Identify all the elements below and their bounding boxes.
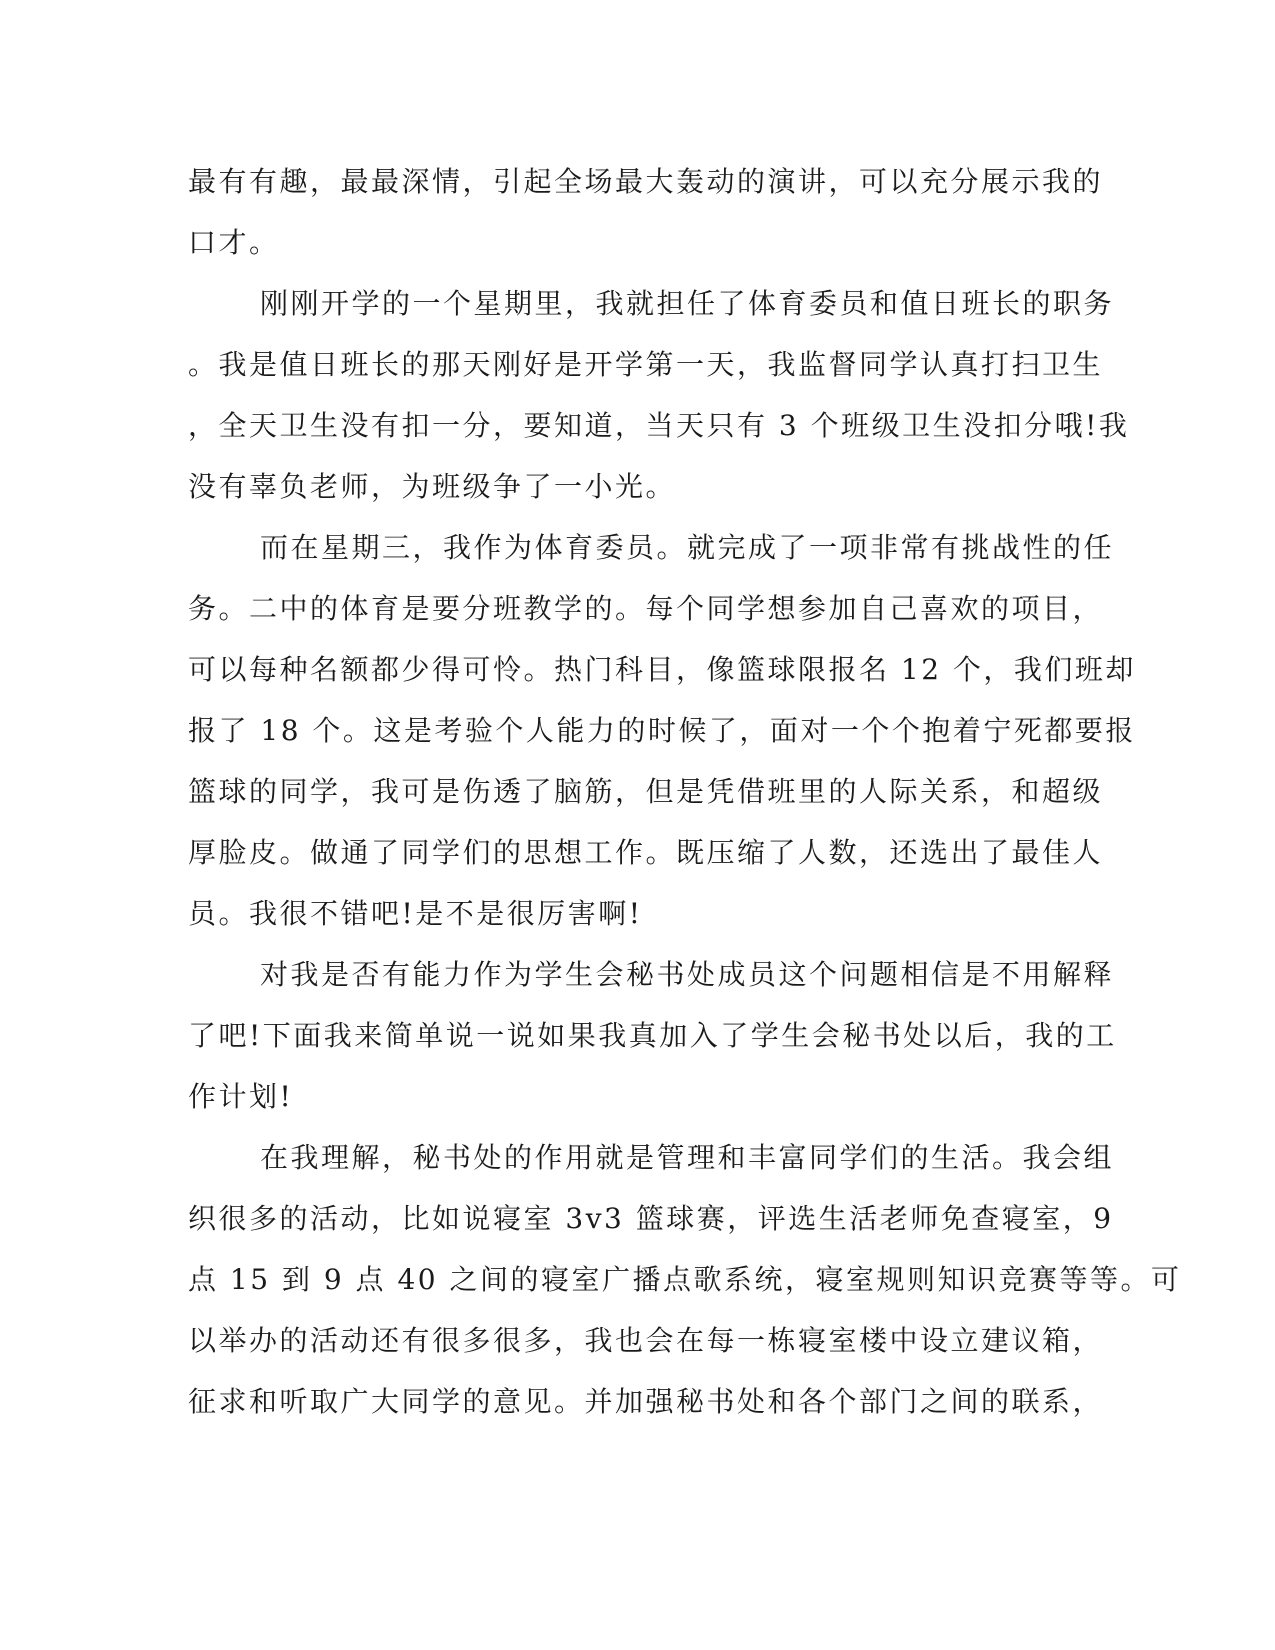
text-line: 作计划! xyxy=(188,1080,294,1113)
text-line: 点 15 到 9 点 40 之间的寝室广播点歌系统，寝室规则知识竞赛等等。可 xyxy=(188,1263,1182,1296)
text-line: 最有有趣，最最深情，引起全场最大轰动的演讲，可以充分展示我的 xyxy=(188,165,1104,198)
text-line: 口才。 xyxy=(188,226,280,259)
text-line: 报了 18 个。这是考验个人能力的时候了，面对一个个抱着宁死都要报 xyxy=(188,714,1136,747)
text-line: 篮球的同学，我可是伤透了脑筋，但是凭借班里的人际关系，和超级 xyxy=(188,775,1104,808)
paragraph-start-line: 刚刚开学的一个星期里，我就担任了体育委员和值日班长的职务 xyxy=(260,287,1115,320)
text-line: 厚脸皮。做通了同学们的思想工作。既压缩了人数，还选出了最佳人 xyxy=(188,836,1104,869)
text-line: 务。二中的体育是要分班教学的。每个同学想参加自己喜欢的项目， xyxy=(188,592,1104,625)
text-line: ，全天卫生没有扣一分，要知道，当天只有 3 个班级卫生没扣分哦!我 xyxy=(188,409,1130,442)
text-line: 织很多的活动，比如说寝室 3v3 篮球赛，评选生活老师免查寝室，9 xyxy=(188,1202,1114,1235)
text-line: 没有辜负老师，为班级争了一小光。 xyxy=(188,470,677,503)
text-line: 了吧!下面我来简单说一说如果我真加入了学生会秘书处以后，我的工 xyxy=(188,1019,1117,1052)
paragraph-start-line: 在我理解，秘书处的作用就是管理和丰富同学们的生活。我会组 xyxy=(260,1141,1115,1174)
paragraph-start-line: 而在星期三，我作为体育委员。就完成了一项非常有挑战性的任 xyxy=(260,531,1115,564)
text-line: 征求和听取广大同学的意见。并加强秘书处和各个部门之间的联系， xyxy=(188,1385,1104,1418)
text-line: 以举办的活动还有很多很多，我也会在每一栋寝室楼中设立建议箱， xyxy=(188,1324,1104,1357)
text-line: 。我是值日班长的那天刚好是开学第一天，我监督同学认真打扫卫生 xyxy=(188,348,1104,381)
text-line: 可以每种名额都少得可怜。热门科目，像篮球限报名 12 个，我们班却 xyxy=(188,653,1136,686)
text-line: 员。我很不错吧!是不是很厉害啊! xyxy=(188,897,643,930)
body-text xyxy=(188,162,1182,1443)
paragraph-start-line: 对我是否有能力作为学生会秘书处成员这个问题相信是不用解释 xyxy=(260,958,1115,991)
